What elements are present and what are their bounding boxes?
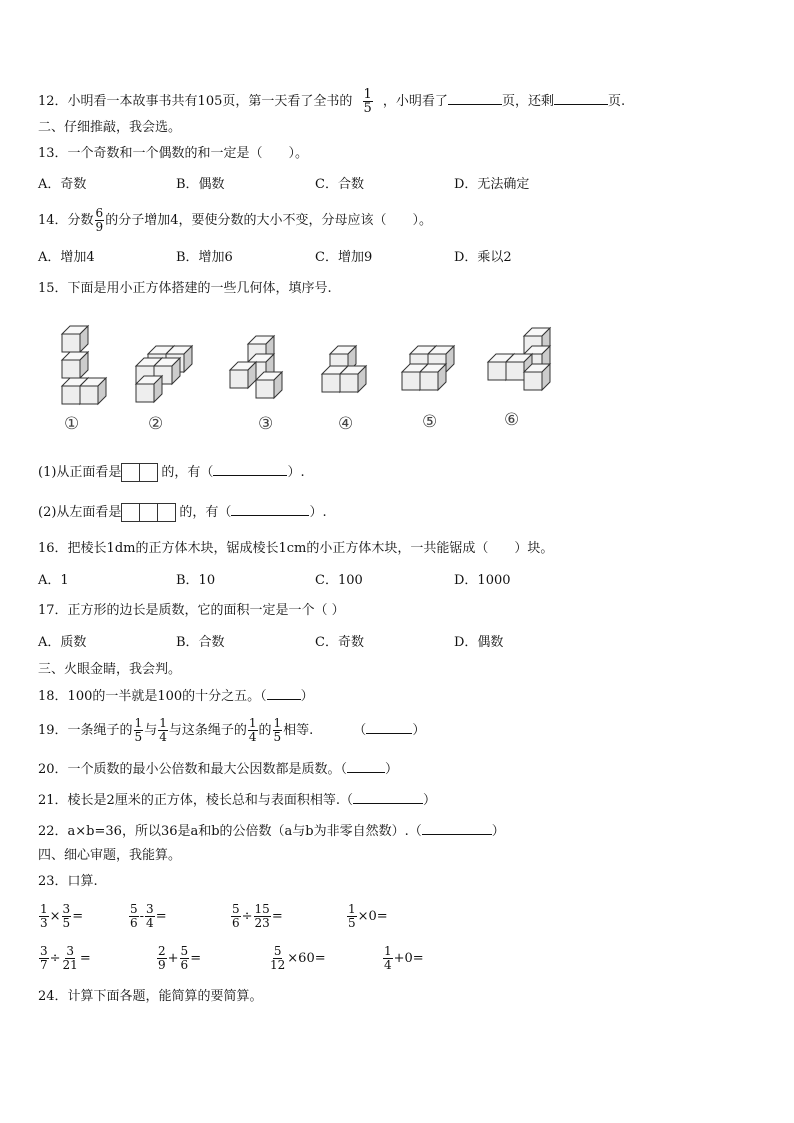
question-15-2: (2)从左面看是 的，有（ ）. (38, 505, 327, 520)
q14-option-b[interactable]: B．增加6 (176, 250, 233, 265)
figure-label-4: ④ (338, 414, 354, 434)
q14-option-c[interactable]: C．增加9 (315, 250, 373, 265)
answer-blank[interactable] (213, 463, 287, 476)
q17-option-d[interactable]: D．偶数 (454, 635, 504, 650)
cube-figures (40, 318, 570, 418)
section-4-heading: 四、细心审题，我能算。 (38, 848, 182, 863)
calc-item: $\frac{5}{6}$ - $\frac{3}{4}$ = (130, 902, 167, 930)
answer-blank[interactable] (422, 822, 492, 835)
answer-blank[interactable] (366, 721, 412, 734)
question-13: 13．一个奇数和一个偶数的和一定是（ ）。 (38, 146, 309, 161)
figure-1 (62, 326, 106, 404)
view-square (121, 503, 140, 522)
answer-blank[interactable] (353, 791, 423, 804)
question-20: 20．一个质数的最小公倍数和最大公因数都是质数。（ ） (38, 762, 399, 777)
q16-option-a[interactable]: A．1 (38, 573, 69, 588)
q14-option-d[interactable]: D．乘以2 (454, 250, 512, 265)
figure-5 (402, 346, 454, 390)
question-16: 16．把棱长1dm的正方体木块，锯成棱长1cm的小正方体木块，一共能锯成（ ）块。 (38, 541, 554, 556)
figure-label-5: ⑤ (422, 412, 438, 432)
q16-option-b[interactable]: B．10 (176, 573, 216, 588)
q16-option-c[interactable]: C．100 (315, 573, 363, 588)
question-24: 24．计算下面各题，能简算的要简算。 (38, 989, 263, 1004)
q17-option-c[interactable]: C．奇数 (315, 635, 364, 650)
figure-6 (488, 328, 550, 390)
figure-2 (136, 346, 192, 402)
view-square (157, 503, 176, 522)
question-14: 14．分数 $\frac{6}{9}$ 的分子增加4，要使分数的大小不变，分母应该（ ）。 (38, 206, 432, 234)
view-square (121, 463, 140, 482)
question-17: 17．正方形的边长是质数，它的面积一定是一个（ ） (38, 603, 345, 618)
q16-option-d[interactable]: D．1000 (454, 573, 511, 588)
calc-item: $\frac{1}{4}$ +0= (384, 944, 424, 972)
q17-option-b[interactable]: B．合数 (176, 635, 225, 650)
calc-item: $\frac{1}{5}$ ×0= (348, 902, 388, 930)
fraction: $\frac{6}{9}$ (95, 206, 104, 234)
fraction: $\frac{1}{5}$ (363, 87, 372, 116)
answer-blank[interactable] (267, 687, 301, 700)
question-19: 19．一条绳子的 $\frac{1}{5}$ 与 $\frac{1}{4}$ 与这条绳子的 $\frac{1}{4}$ 的 $\frac{1}{5}$ 相等. （ ） (38, 716, 426, 744)
figure-label-3: ③ (258, 414, 274, 434)
question-15: 15．下面是用小正方体搭建的一些几何体，填序号. (38, 281, 332, 296)
calc-item: $\frac{5}{6}$ ÷ $\frac{15}{23}$ = (232, 902, 283, 930)
figure-label-1: ① (64, 414, 80, 434)
calc-item: $\frac{1}{3}$ × $\frac{3}{5}$ = (40, 902, 84, 930)
q17-option-a[interactable]: A．质数 (38, 635, 87, 650)
answer-blank[interactable] (554, 92, 608, 105)
answer-blank[interactable] (347, 760, 385, 773)
q13-option-c[interactable]: C．合数 (315, 177, 364, 192)
section-2-heading: 二、仔细推敲，我会选。 (38, 120, 182, 135)
q13-option-a[interactable]: A．奇数 (38, 177, 87, 192)
calc-item: $\frac{5}{12}$ ×60= (270, 944, 326, 972)
calc-item: $\frac{3}{7}$ ÷ $\frac{3}{21}$ = (40, 944, 91, 972)
section-3-heading: 三、火眼金睛，我会判。 (38, 662, 182, 677)
question-22: 22．a×b=36，所以36是a和b的公倍数（a与b为非零自然数）.（ ） (38, 824, 505, 839)
question-12: 12．小明看一本故事书共有105页，第一天看了全书的 $\frac{1}{5}$ ，小明看了 页，还剩 页. (38, 87, 626, 116)
q13-option-d[interactable]: D．无法确定 (454, 177, 530, 192)
figure-3 (230, 336, 282, 398)
answer-blank[interactable] (448, 92, 502, 105)
figure-label-2: ② (148, 414, 164, 434)
q14-option-a[interactable]: A．增加4 (38, 250, 95, 265)
answer-blank[interactable] (231, 503, 309, 516)
view-square (139, 463, 158, 482)
question-15-1: (1)从正面看是 的，有（ ）. (38, 465, 305, 480)
figure-4 (322, 346, 366, 392)
figure-label-6: ⑥ (504, 410, 520, 430)
question-23: 23．口算. (38, 874, 98, 889)
calc-item: $\frac{2}{9}$ + $\frac{5}{6}$ = (158, 944, 202, 972)
question-21: 21．棱长是2厘米的正方体，棱长总和与表面积相等.（ ） (38, 793, 436, 808)
q13-option-b[interactable]: B．偶数 (176, 177, 225, 192)
question-18: 18．100的一半就是100的十分之五。（ ） (38, 689, 314, 704)
view-square (139, 503, 158, 522)
